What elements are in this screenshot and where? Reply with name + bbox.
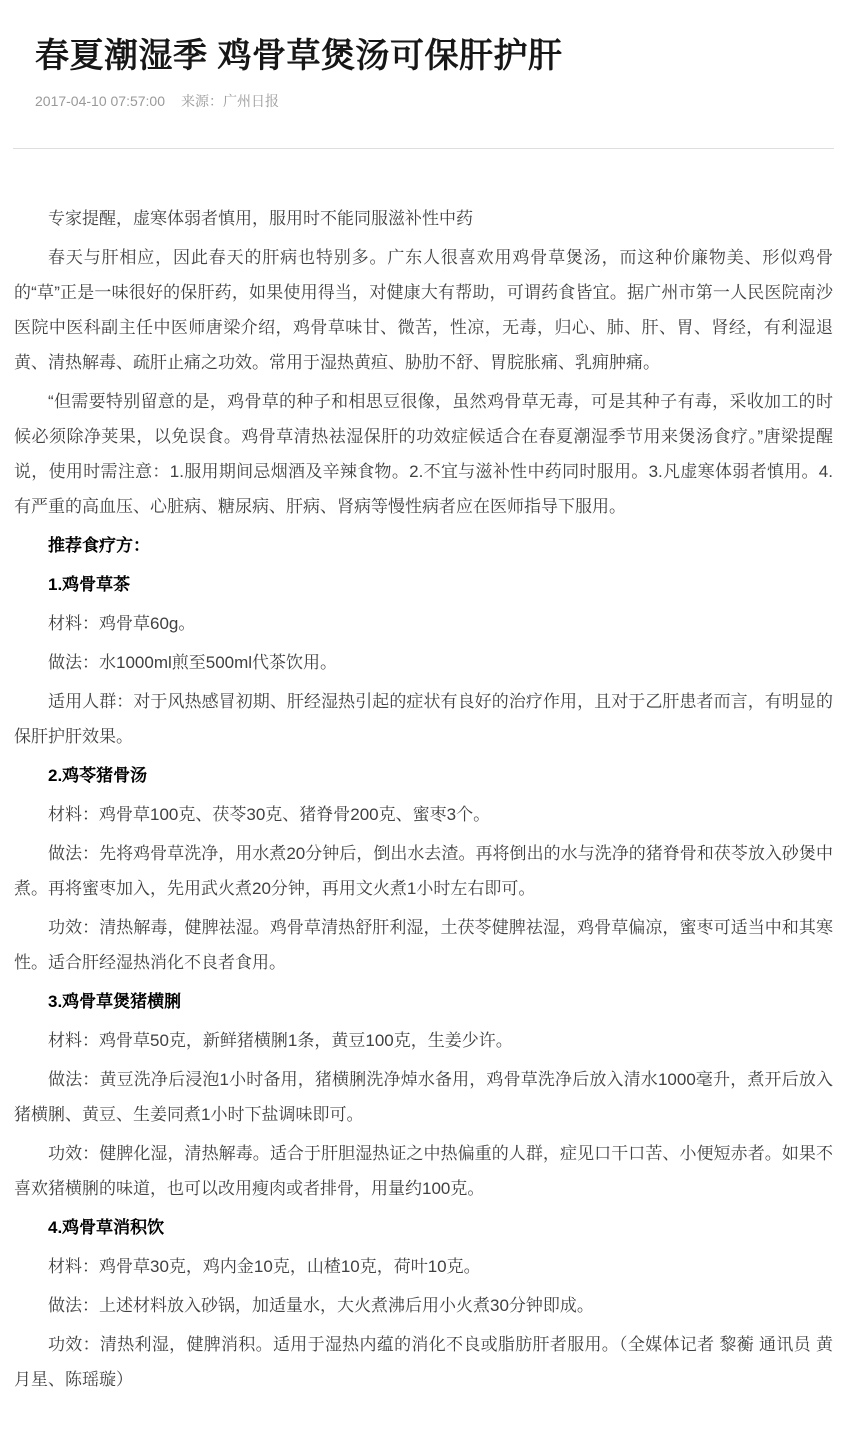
article-paragraph: 春天与肝相应，因此春天的肝病也特别多。广东人很喜欢用鸡骨草煲汤，而这种价廉物美、形似鸡骨的“草”正是一味很好的保肝药，如果使用得当，对健康大有帮助，可谓药食皆宜。据广州市第一人民医院南沙医院中医科副主任中医师唐梁介绍，鸡骨草味甘、微苦，性凉，无毒，归心、肺、肝、胃、肾经，有利湿退黄、清热解毒、疏肝止痛之功效。常用于湿热黄疸、胁肋不舒、胃脘胀痛、乳痈肿痛。 — [14, 248, 833, 372]
article-meta — [35, 90, 834, 112]
section-heading: 推荐食疗方： — [48, 536, 150, 555]
article-paragraph: “但需要特别留意的是，鸡骨草的种子和相思豆很像，虽然鸡骨草无毒，可是其种子有毒，采收加工的时候必须除净荚果，以免误食。鸡骨草清热祛湿保肝的功效症候适合在春夏潮湿季节用来煲汤食疗。”唐梁提醒说，使用时需注意：1.服用期间忌烟酒及辛辣食物。2.不宜与滋补性中药同时服用。3.凡虚寒体弱者慎用。4.有严重的高血压、心脏病、糖尿病、肝病、肾病等慢性病者应在医师指导下服用。 — [14, 392, 833, 516]
article-paragraph: 功效：清热利湿，健脾消积。适用于湿热内蕴的消化不良或脂肪肝者服用。（全媒体记者 黎蘅 通讯员 黄月星、陈瑶璇） — [14, 1335, 833, 1389]
section-heading: 1.鸡骨草茶 — [48, 575, 131, 594]
article-paragraph: 做法：水1000ml煎至500ml代茶饮用。 — [48, 653, 338, 672]
section-heading: 2.鸡苓猪骨汤 — [48, 766, 148, 785]
article-datetime: 2017-04-10 07:57:00 — [35, 93, 165, 109]
page-title: 春夏潮湿季 鸡骨草煲汤可保肝护肝 — [35, 37, 563, 75]
article-paragraph: 功效：清热解毒，健脾祛湿。鸡骨草清热舒肝利湿，土茯苓健脾祛湿，鸡骨草偏凉，蜜枣可适当中和其寒性。适合肝经湿热消化不良者食用。 — [14, 918, 833, 972]
article-paragraph: 材料：鸡骨草30克，鸡内金10克，山楂10克，荷叶10克。 — [48, 1257, 481, 1276]
article-body — [13, 157, 834, 1441]
article-paragraph: 做法：先将鸡骨草洗净，用水煮20分钟后，倒出水去渣。再将倒出的水与洗净的猪脊骨和茯苓放入砂煲中煮。再将蜜枣加入，先用武火煮20分钟，再用文火煮1小时左右即可。 — [14, 844, 833, 898]
article-paragraph: 功效：健脾化湿，清热解毒。适合于肝胆湿热证之中热偏重的人群，症见口干口苦、小便短赤者。如果不喜欢猪横脷的味道，也可以改用瘦肉或者排骨，用量约100克。 — [14, 1144, 833, 1198]
article-paragraph: 做法：上述材料放入砂锅，加适量水，大火煮沸后用小火煮30分钟即成。 — [48, 1296, 594, 1315]
article-header — [13, 0, 834, 112]
article-source: 来源：广州日报 — [181, 93, 279, 109]
header-divider — [13, 148, 834, 149]
article-paragraph: 材料：鸡骨草50克，新鲜猪横脷1条，黄豆100克，生姜少许。 — [48, 1031, 513, 1050]
article-paragraph: 做法：黄豆洗净后浸泡1小时备用，猪横脷洗净焯水备用，鸡骨草洗净后放入清水1000毫升，煮开后放入猪横脷、黄豆、生姜同煮1小时下盐调味即可。 — [14, 1070, 833, 1124]
article-paragraph: 材料：鸡骨草100克、茯苓30克、猪脊骨200克、蜜枣3个。 — [48, 805, 491, 824]
article-paragraph: 材料：鸡骨草60g。 — [48, 614, 196, 633]
article-paragraph: 适用人群：对于风热感冒初期、肝经湿热引起的症状有良好的治疗作用，且对于乙肝患者而言，有明显的保肝护肝效果。 — [14, 692, 833, 746]
section-heading: 4.鸡骨草消积饮 — [48, 1218, 165, 1237]
article-paragraph: 专家提醒，虚寒体弱者慎用，服用时不能同服滋补性中药 — [48, 209, 473, 228]
section-heading: 3.鸡骨草煲猪横脷 — [48, 992, 182, 1011]
